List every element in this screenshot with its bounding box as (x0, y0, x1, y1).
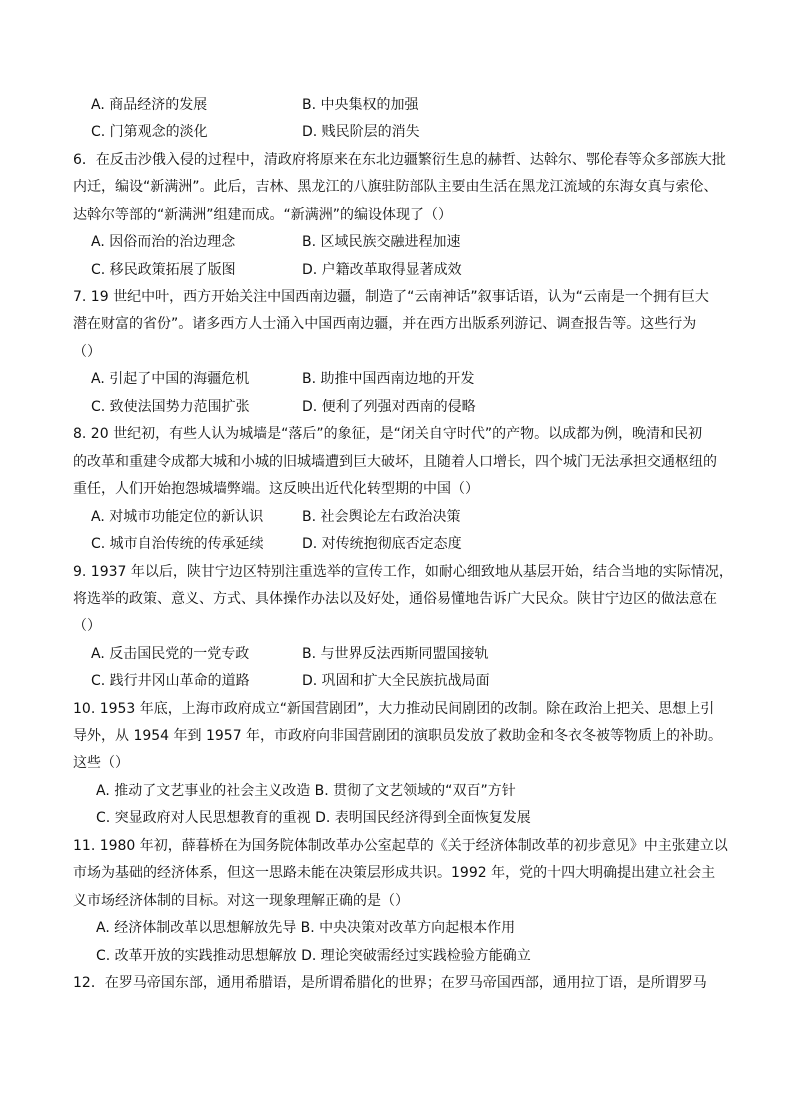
q8-option-a: A. 对城市功能定位的新认识 (91, 509, 264, 525)
q8-text-line-3: 重任，人们开始抱怨城墙弊端。这反映出近代化转型期的中国（） (73, 481, 479, 497)
q10-text-line-2: 导外，从 1954 年到 1957 年，市政府向非国营剧团的演职员发放了救助金和冬衣冬被等物质上的补助。 (73, 728, 723, 744)
q9-text-line-1: 9. 1937 年以后，陕甘宁边区特别注重选举的宣传工作，如耐心细致地从基层开始，结合当地的实际情况， (73, 564, 733, 580)
q5-option-a: A. 商品经济的发展 (91, 97, 208, 113)
q6-option-c: C. 移民政策拓展了版图 (91, 262, 236, 278)
q11-text-line-2: 市场为基础的经济体系，但这一思路未能在决策层形成共识。1992 年，党的十四大明确提出建立社会主 (73, 865, 716, 881)
q6-option-b: B. 区域民族交融进程加速 (302, 234, 461, 250)
q8-text-line-1: 8. 20 世纪初，有些人认为城墙是“落后”的象征，是“闭关自守时代”的产物。以成都为例，晚清和民初 (73, 426, 703, 442)
q10-options-cd: C. 突显政府对人民思想教育的重视 D. 表明国民经济得到全面恢复发展 (96, 810, 531, 826)
q10-text-line-3: 这些（） (73, 755, 129, 771)
q12-text-line-1: 12．在罗马帝国东部，通用希腊语，是所谓希腊化的世界；在罗马帝国西部，通用拉丁语，是所谓罗马 (73, 975, 707, 991)
q8-text-line-2: 的改革和重建令成都大城和小城的旧城墙遭到巨大破坏，且随着人口增长，四个城门无法承担交通枢纽的 (73, 454, 717, 470)
q8-option-b: B. 社会舆论左右政治决策 (302, 509, 461, 525)
q7-text-line-3: （） (73, 344, 101, 360)
q8-option-c: C. 城市自治传统的传承延续 (91, 536, 264, 552)
q9-option-d: D. 巩固和扩大全民族抗战局面 (302, 673, 490, 689)
q10-text-line-1: 10. 1953 年底，上海市政府成立“新国营剧团”，大力推动民间剧团的改制。除在政治上把关、思想上引 (73, 701, 715, 717)
q7-text-line-1: 7. 19 世纪中叶，西方开始关注中国西南边疆，制造了“云南神话”叙事话语，认为“云南是一个拥有巨大 (73, 289, 709, 305)
q9-option-c: C. 践行井冈山革命的道路 (91, 673, 250, 689)
q7-option-d: D. 便利了列强对西南的侵略 (302, 399, 476, 415)
q6-text-line-3: 达斡尔等部的“新满洲”组建而成。“新满洲”的编设体现了（） (73, 207, 453, 223)
q8-option-d: D. 对传统抱彻底否定态度 (302, 536, 462, 552)
q11-text-line-3: 义市场经济体制的目标。对这一现象理解正确的是（） (73, 893, 409, 909)
q9-option-b: B. 与世界反法西斯同盟国接轨 (302, 646, 489, 662)
q7-option-c: C. 致使法国势力范围扩张 (91, 399, 250, 415)
q7-option-a: A. 引起了中国的海疆危机 (91, 371, 250, 387)
q7-text-line-2: 潜在财富的省份”。诸多西方人士涌入中国西南边疆，并在西方出版系列游记、调查报告等。这些行为 (73, 316, 697, 332)
q6-option-a: A. 因俗而治的治边理念 (91, 234, 236, 250)
q5-option-b: B. 中央集权的加强 (302, 97, 419, 113)
q6-text-line-2: 内迁，编设“新满洲”。此后，吉林、黑龙江的八旗驻防部队主要由生活在黑龙江流域的东海女真与索伦、 (73, 179, 718, 195)
q5-option-d: D. 贱民阶层的消失 (302, 124, 420, 140)
q7-option-b: B. 助推中国西南边地的开发 (302, 371, 475, 387)
q10-options-ab: A. 推动了文艺事业的社会主义改造 B. 贯彻了文艺领域的“双百”方针 (96, 783, 516, 799)
q11-options-ab: A. 经济体制改革以思想解放先导 B. 中央决策对改革方向起根本作用 (96, 920, 516, 936)
q9-text-line-3: （） (73, 618, 101, 634)
q6-option-d: D. 户籍改革取得显著成效 (302, 262, 462, 278)
q5-option-c: C. 门第观念的淡化 (91, 124, 208, 140)
q11-text-line-1: 11. 1980 年初，薛暮桥在为国务院体制改革办公室起草的《关于经济体制改革的初步意见》中主张建立以 (73, 838, 728, 854)
q11-options-cd: C. 改革开放的实践推动思想解放 D. 理论突破需经过实践检验方能确立 (96, 948, 531, 964)
q9-option-a: A. 反击国民党的一党专政 (91, 646, 250, 662)
q9-text-line-2: 将选举的政策、意义、方式、具体操作办法以及好处，通俗易懂地告诉广大民众。陕甘宁边区的做法意在 (73, 591, 717, 607)
q6-text-line-1: 6．在反击沙俄入侵的过程中，清政府将原来在东北边疆繁衍生息的赫哲、达斡尔、鄂伦春等众多部族大批 (73, 152, 726, 168)
